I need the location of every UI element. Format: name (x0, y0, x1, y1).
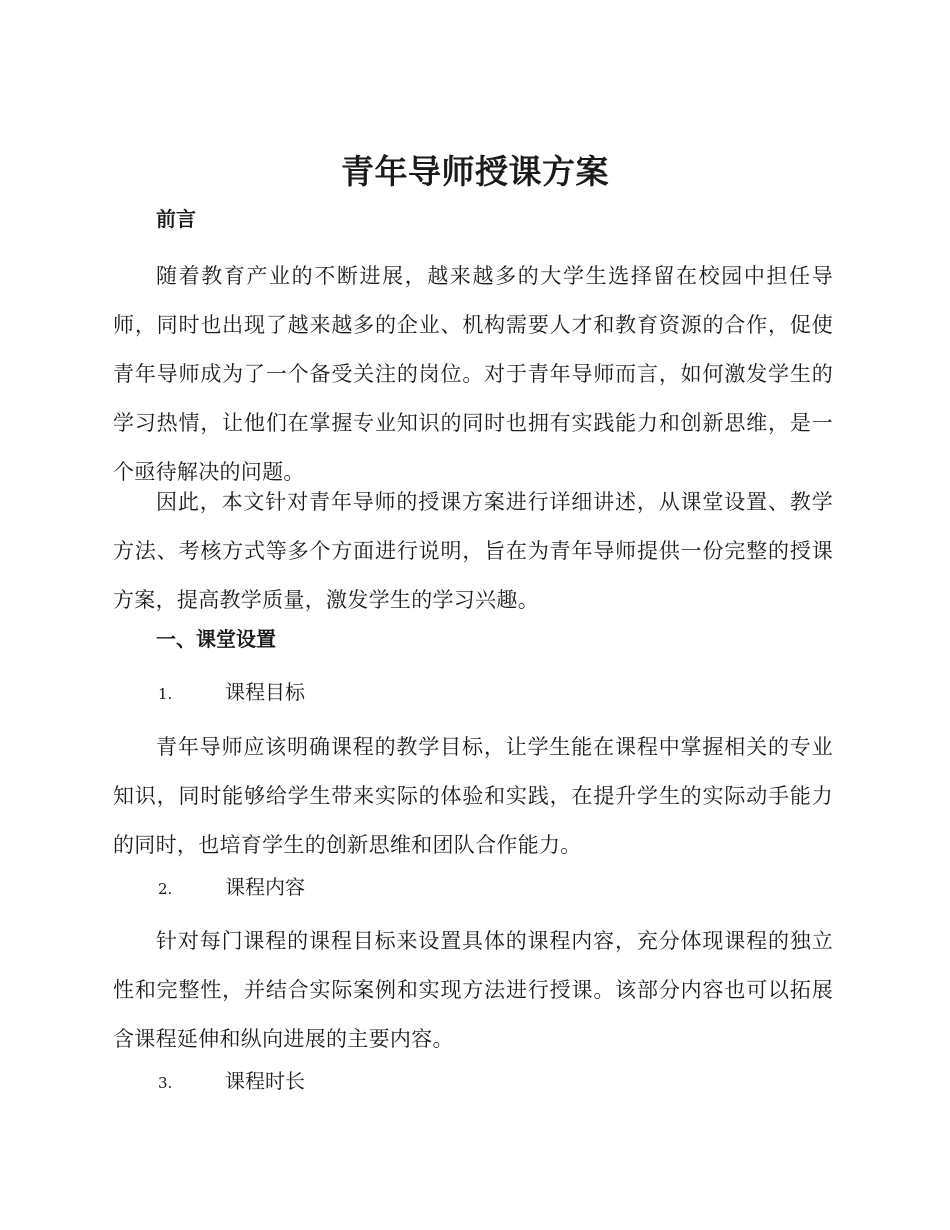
item-label: 课程内容 (225, 875, 305, 899)
item-number: 3. (158, 1074, 173, 1092)
item-1-paragraph: 青年导师应该明确课程的教学目标，让学生能在课程中掌握相关的专业知识，同时能够给学生带来实际的体验和实践，在提升学生的实际动手能力的同时，也培育学生的创新思维和团队合作能力。 (113, 735, 833, 857)
section-heading-preface: 前言 (156, 207, 196, 231)
preface-paragraph-1: 随着教育产业的不断进展，越来越多的大学生选择留在校园中担任导师，同时也出现了越来越多的企业、机构需要人才和教育资源的合作，促使青年导师成为了一个备受关注的岗位。对于青年导师而言，如何激发学生的学习热情，让他们在掌握专业知识的同时也拥有实践能力和创新思维，是一个亟待解决的问题。 (113, 264, 833, 484)
numbered-item-2 (158, 872, 305, 904)
numbered-item-3 (158, 1066, 305, 1098)
item-label: 课程目标 (225, 680, 305, 704)
item-label: 课程时长 (225, 1069, 305, 1093)
item-number: 1. (158, 685, 173, 703)
preface-paragraph-2: 因此，本文针对青年导师的授课方案进行详细讲述，从课堂设置、教学方法、考核方式等多个方面进行说明，旨在为青年导师提供一份完整的授课方案，提高教学质量，激发学生的学习兴趣。 (113, 490, 833, 612)
numbered-item-1 (158, 677, 305, 709)
item-2-paragraph: 针对每门课程的课程目标来设置具体的课程内容，充分体现课程的独立性和完整性，并结合实际案例和实现方法进行授课。该部分内容也可以拓展含课程延伸和纵向进展的主要内容。 (113, 929, 833, 1051)
item-number: 2. (158, 880, 173, 898)
section-heading-classroom: 一、课堂设置 (156, 627, 276, 651)
document-title: 青年导师授课方案 (341, 152, 609, 191)
